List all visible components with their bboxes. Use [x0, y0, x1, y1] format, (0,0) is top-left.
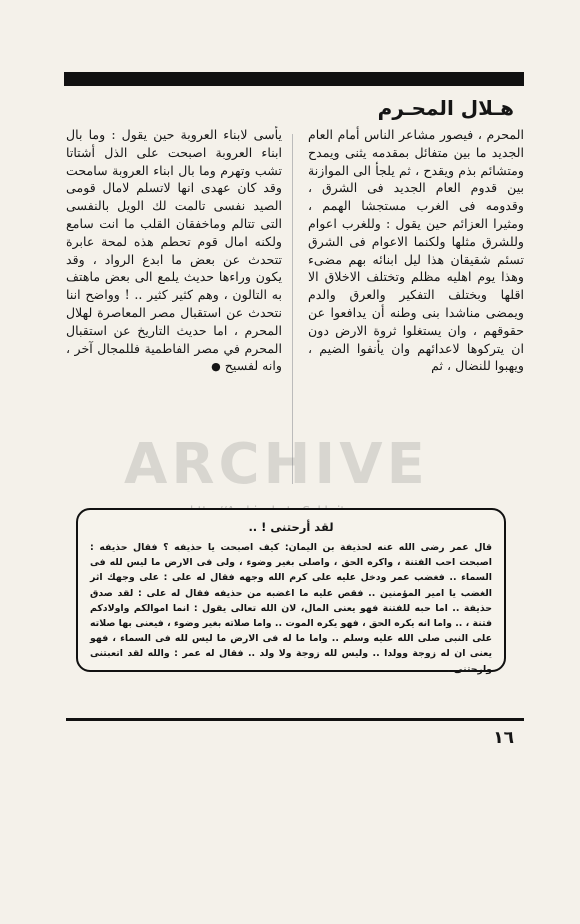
article-text-right: المحرم ، فيصور مشاعر الناس أمام العام الجديد ما بين متفائل بمقدمه يثنى ويمدح ومتشائم بذم ويقدح ، ثم يلجأ الى الموازنة بين قدوم العام الجديد فى الشرق ، وقدومه فى الغرب مستجشا الهمم ، ومثيرا العزائم حين يقول : وللغرب اعوام وللشرق مثلها ولكنما الاعوام فى الشرق تسئم شقيقان هذا ليل ابنائه بهم مضىء وهذا يوم اهليه مظلم وتختلف الاخلاق الا اقلها وبختلف التفكير والعرق والدم ويمضى مناشدا بنى وطنه أن يدافعوا عن حقوقهم ، وان يستغلوا ثروة الارض دون ان يتركوها لاعدائهم وان يأنفوا الضيم ، ويهبوا للنضال ، ثم [308, 127, 524, 374]
end-of-article-icon: ● [211, 360, 221, 374]
archive-watermark: ARCHIVE [124, 432, 429, 497]
header-bar [64, 72, 524, 86]
quote-box [76, 508, 506, 675]
article-text-left-body: يأسى لابناء العروبة حين يقول : وما بال ابناء العروبة اصبحت على الذل أشتاتا تشب وتهرم وما بال ابناء العروبة سامحت وقد كان عهدى انها لاتسلم لامال قومى الصيد نفسى تالمت لك الويل بالنفسى التى تتالم وماخفقان القلب ما انت سامع ولكنه امال قوم تحطم هذه لمحة عابرة تتحدث عن بعض ما ابدع الرواد ، وقد يكون وراءها حديث يلمع الى بعض ماهتف به التالون ، وهم كثير كثير .. ! وواضح اننا نتحدث عن استقبال مصر المعاصرة لهلال المحرم ، اما حديث التاريخ عن استقبال المحرم في مصر الفاطمية فللمجال آخر ، وانه لفسيح [66, 127, 282, 374]
footer-rule [66, 718, 524, 721]
section-title: هـلال المحـرم [377, 96, 514, 120]
page-number: ١٦ [493, 728, 514, 748]
article-text-left [66, 126, 282, 376]
quote-text: قال عمر رضى الله عنه لحذيفة بن اليمان: كيف اصبحت يا حذيفه ؟ فقال حذيفه : اصبحت احب الفتنة ، واكره الحق ، واصلى بغير وضوء ، ولى فى الارض ما ليس لله فى السماء .. فغضب عمر ودخل عليه على كرم الله وجهه فقال له على : على وجهك اثر الغضب يا امير المؤمنين .. فقص عليه ما اغضبه من حذيفه فقال له على : لقد صدق حذيفة .. اما حبه للفتنة فهو يعنى المال، لان الله تعالى يقول : انما اموالكم واولادكم فتنة ، .. واما انه يكره الحق ، فهو يكره الموت .. واما صلاته بغير وضوء ، فيعنى بها صلاته على النبى صلى الله عليه وسلم .. واما ما له فى الارض ما ليس لله فى السماء ، فهو يعنى ان له زوجة وولدا .. وليس لله زوجة ولا ولد .. فقال له عمر : والله لقد اتعبتنى وارحتنى . [90, 542, 492, 675]
quote-title: لقد أرحتنى ! .. [248, 520, 334, 534]
